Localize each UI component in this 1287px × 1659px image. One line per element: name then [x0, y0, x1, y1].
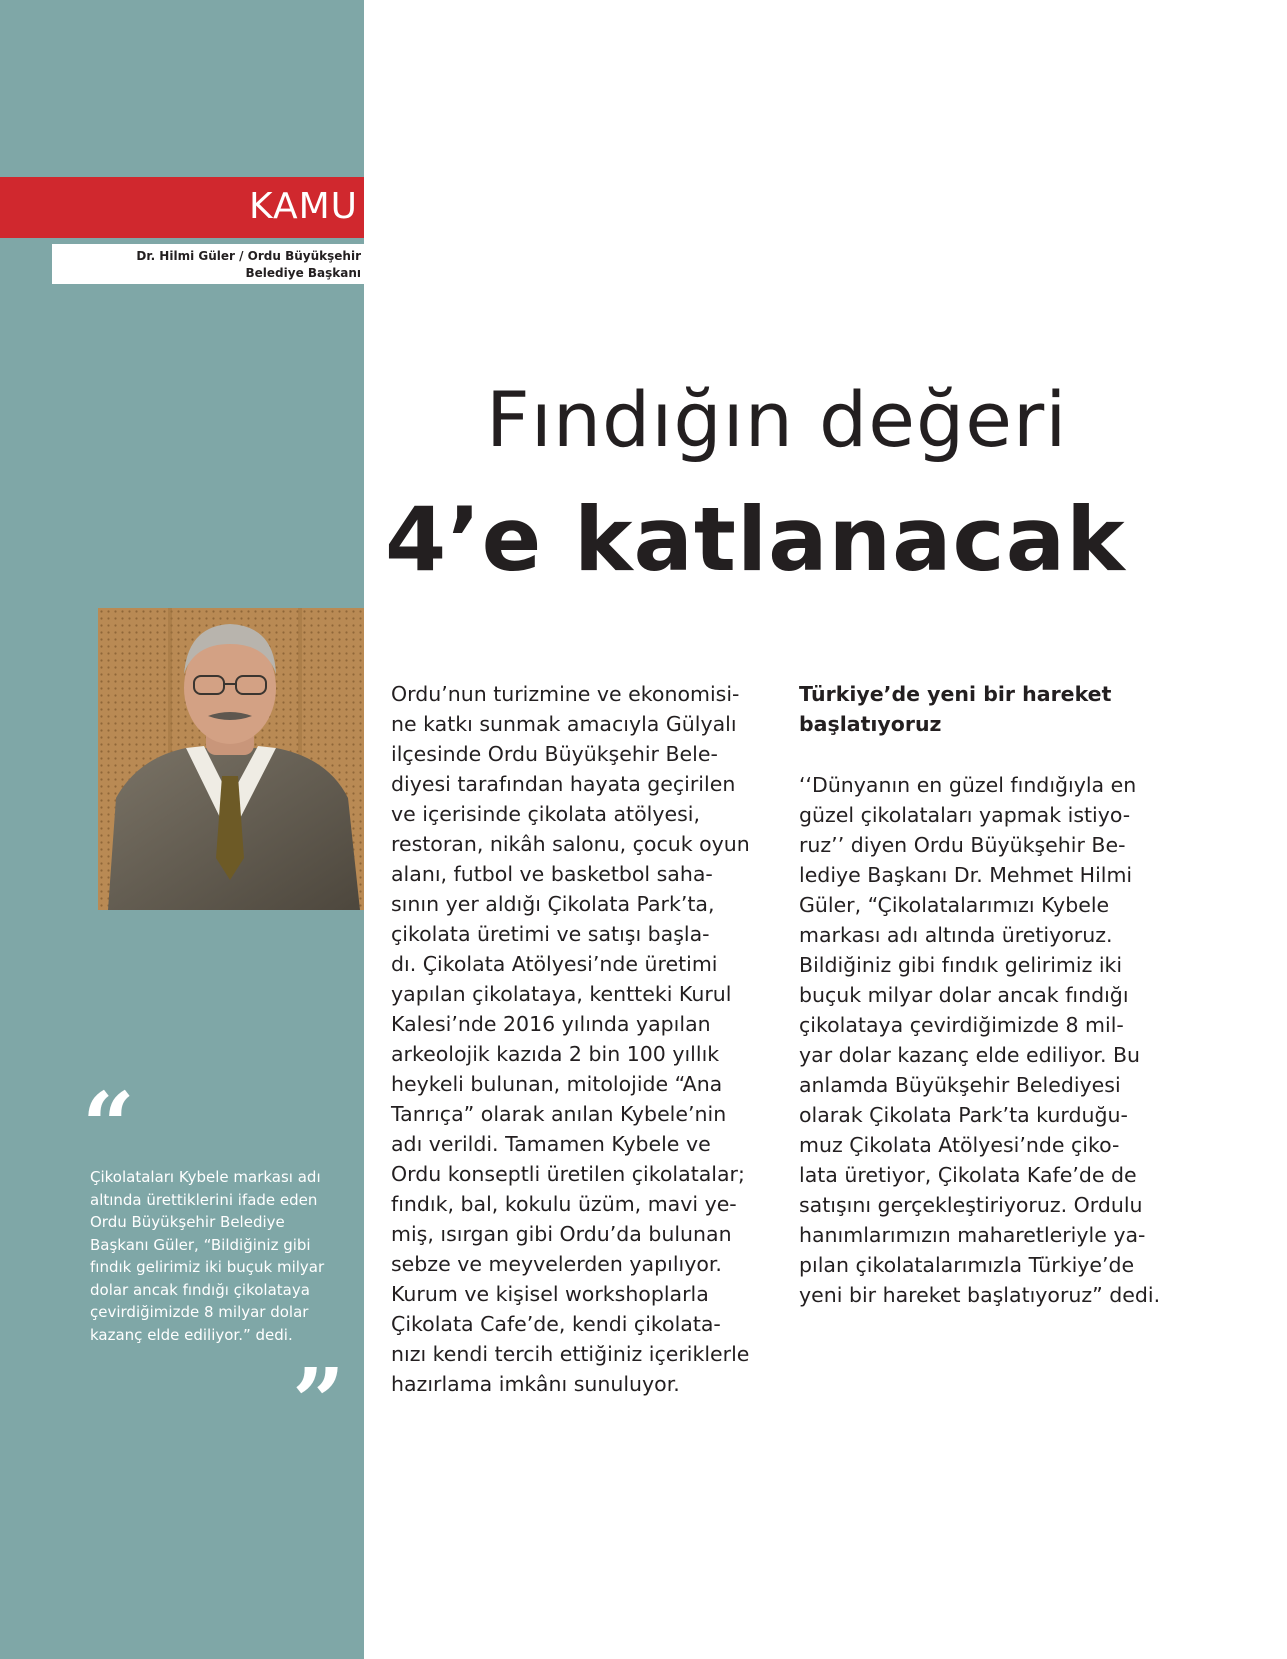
- body-text-column-1: Ordu’nun turizmine ve ekonomisi- ne katkı sunmak amacıyla Gülyalı ilçesinde Ordu Büyükşehir Bele- diyesi tarafından hayata geçirilen ve içerisinde çikolata atölyesi, restoran, nikâh salonu, çocuk oyun alanı, futbol ve basketbol saha- sının yer aldığı Çikolata Park’ta, çikolata üretimi ve satışı başla- dı. Çikolata Atölyesi’nde üretimi yapılan çikolataya, kentteki Kurul Kalesi’nde 2016 yılında yapılan arkeolojik kazıda 2 bin 100 yıllık heykeli bulunan, mitolojide “Ana Tanrıça” olarak anılan Kybele’nin adı verildi. Tamamen Kybele ve Ordu konseptli üretilen çikolatalar; fındık, bal, kokulu üzüm, mavi ye- miş, ısırgan gibi Ordu’da bulunan sebze ve meyvelerden yapılıyor. Kurum ve kişisel workshoplarla Çikolata Cafe’de, kendi çikolata- nızı kendi tercih ettiğiniz içeriklerle hazırlama imkânı sunuluyor.: [391, 682, 750, 1396]
- section-label: KAMU: [248, 186, 358, 227]
- quote-close-mark: ”: [292, 1348, 345, 1456]
- byline-line-1: Dr. Hilmi Güler / Ordu Büyükşehir: [136, 249, 361, 263]
- subheading: [799, 679, 1111, 739]
- sidebar-panel: [0, 0, 364, 1659]
- byline-box: [52, 244, 364, 284]
- headline-line-1: Fındığın değeri: [486, 375, 1068, 464]
- section-band: [0, 177, 364, 238]
- portrait-photo: [98, 608, 364, 910]
- headline-line-2: 4’e katlanacak: [385, 488, 1126, 591]
- subheading-text: Türkiye’de yeni bir hareket başlatıyoruz: [799, 682, 1112, 736]
- body-column-1: [391, 679, 750, 1399]
- byline-line-2: Belediye Başkanı: [245, 266, 361, 280]
- byline: [136, 248, 361, 282]
- body-text-column-2: ‘‘Dünyanın en güzel fındığıyla en güzel çikolataları yapmak istiyo- ruz’’ diyen Ordu Büyükşehir Be- lediye Başkanı Dr. Mehmet Hilmi Güler, “Çikolatalarımızı Kybele markası adı altında üretiyoruz. Bildiğiniz gibi fındık gelirimiz iki buçuk milyar dolar ancak fındığı çikolataya çevirdiğimizde 8 mil- yar dolar kazanç elde ediliyor. Bu anlamda Büyükşehir Belediyesi olarak Çikolata Park’ta kurduğu- muz Çikolata Atölyesi’nde çiko- lata üretiyor, Çikolata Kafe’de de satışını gerçekleştiriyoruz. Ordulu hanımlarımızın maharetleriyle ya- pılan çikolatalarımızla Türkiye’de yeni bir hareket başlatıyoruz” dedi.: [799, 773, 1161, 1307]
- pull-quote-text: Çikolataları Kybele markası adı altında ürettiklerini ifade eden Ordu Büyükşehir Belediye Başkanı Güler, “Bildiğiniz gibi fındık gelirimiz iki buçuk milyar dolar ancak fındığı çikolataya çevirdiğimizde 8 milyar dolar kazanç elde ediliyor.” dedi.: [90, 1168, 325, 1344]
- quote-open-mark: “: [82, 1072, 135, 1180]
- body-column-2: [799, 770, 1160, 1310]
